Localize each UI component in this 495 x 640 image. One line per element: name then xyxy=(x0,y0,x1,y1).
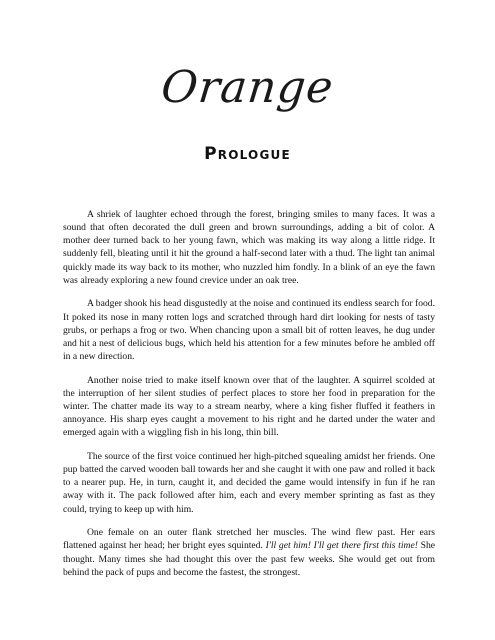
paragraph-5-lead: One female on an outer flank stretched her muscles. The wind flew past. Her ears flattened against her head; her bright eyes squinted. xyxy=(63,527,435,552)
paragraph-1: A shriek of laughter echoed through the forest, bringing smiles to many faces. It was a sound that often decorated the dull green and brown surroundings, adding a bit of color. A mother deer turned back to her young fawn, which was making its way along a little ridge. It suddenly fell, bleating until it hit the ground a half-second later with a thud. The light tan animal quickly made its way back to its mother, who nuzzled him fondly. In a blink of an eye the fawn was already exploring a new found crevice under an oak tree. xyxy=(63,209,435,286)
book-title: Orange xyxy=(158,62,337,113)
paragraph-5-tail: She thought. Many times she had thought this over the past few weeks. She would get out from behind the pack of pups and become the fastest, the strongest. xyxy=(63,540,436,578)
paragraph-2: A badger shook his head disgustedly at the noise and continued its endless search for food. It poked its nose in many rotten logs and scratched through hard dirt looking for nests of tasty grubs, or perhaps a frog or two. When chancing upon a small bit of rotten leaves, he dug under and hit a nest of delicious bugs, which held his attention for a few minutes before he ambled off in a new direction. xyxy=(63,298,435,363)
body-text xyxy=(63,208,435,589)
paragraph-3: Another noise tried to make itself known over that of the laughter. A squirrel scolded at the interruption of her silent studies of perfect places to store her food in preparation for the winter. The chatter made its way to a stream nearby, where a king fisher fluffed it feathers in annoyance. His sharp eyes caught a movement to his right and he darted under the water and emerged again with a wiggling fish in his long, thin bill. xyxy=(63,374,435,439)
paragraph-5 xyxy=(63,526,435,579)
italic-thought: I'll get him! I'll get there first this time! xyxy=(265,540,418,552)
paragraph-4: The source of the first voice continued her high-pitched squealing amidst her friends. One pup batted the carved wooden ball towards her and she caught it with one paw and rolled it back to a nearer pup. He, in turn, caught it, and decided the game would intensify in fun if he ran away with it. The pack followed after him, each and every member sprinting as fast as they could, trying to keep up with him. xyxy=(63,451,435,515)
chapter-title: Prologue xyxy=(204,144,291,164)
